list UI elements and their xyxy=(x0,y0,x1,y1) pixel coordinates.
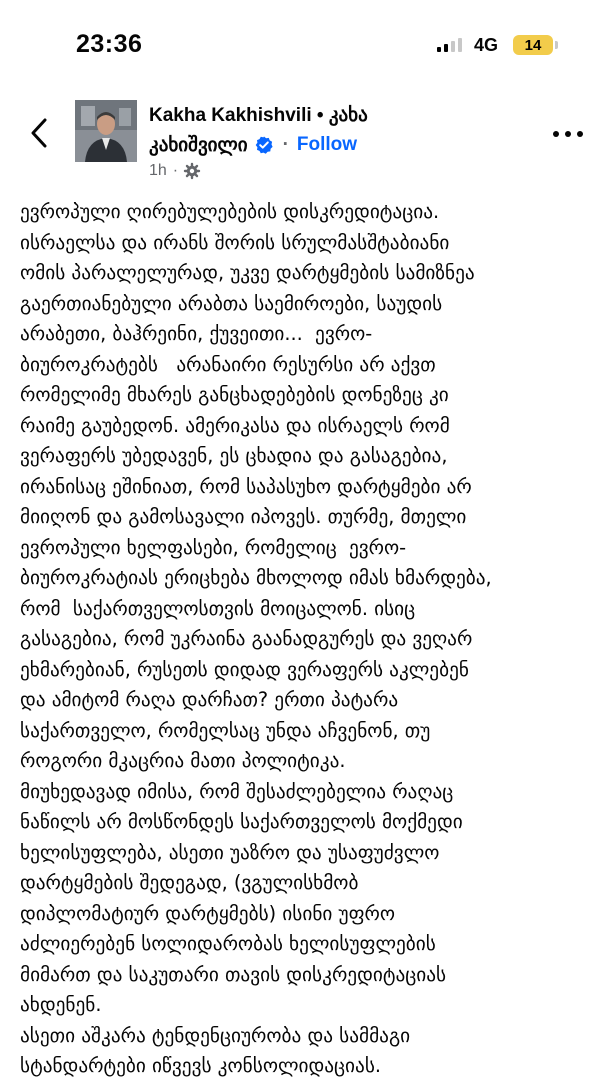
post-text-line: და ამიტომ რაღა დარჩათ? ერთი პატარა xyxy=(20,688,399,711)
chevron-left-icon xyxy=(29,118,49,148)
more-dot-icon xyxy=(565,131,571,137)
meta-separator: · xyxy=(172,162,179,179)
cellular-signal-icon xyxy=(437,38,462,52)
network-type: 4G xyxy=(474,35,499,55)
post-text-line: დიპლომატიურ დარტყმებს) ისინი უფრო xyxy=(20,901,396,925)
more-options-button[interactable] xyxy=(553,126,583,142)
post-text-line: ხელისუფლება, ასეთი უაზრო და უსაფუძვლო xyxy=(20,840,440,864)
post-text-line: ისრაელსა და ირანს შორის სრულმასშტაბიანი xyxy=(20,230,450,254)
post-time[interactable]: 1h xyxy=(149,162,167,179)
post-text-line: რომელიმე მხარეს განცხადებების დონეზეც კი xyxy=(20,383,449,406)
verified-badge-icon xyxy=(255,136,273,154)
post-text-line: საქართველო, რომელსაც უნდა აჩვენონ, თუ xyxy=(20,718,431,742)
post-text-line: ირანისაც ეშინიათ, რომ საპასუხო დარტყმები არ xyxy=(20,474,472,498)
author-name[interactable]: Kakha Kakhishvili • კახა xyxy=(149,105,368,126)
header-separator: · xyxy=(282,134,289,155)
post-text-line: ბიუროკრატიას ერიცხება მხოლოდ იმას ხმარდება, xyxy=(20,566,492,589)
avatar[interactable] xyxy=(75,100,137,162)
battery-icon xyxy=(513,35,553,55)
back-button[interactable] xyxy=(22,116,56,150)
post-text-line: ასეთი აშკარა ტენდენციურობა და სამმაგი xyxy=(20,1023,411,1047)
post-text-line: ბიუროკრატებს არანაირი რესურსი არ აქვთ xyxy=(20,352,436,376)
post-meta xyxy=(149,162,200,180)
profile-photo xyxy=(75,100,137,162)
post-text-line: როგორი მკაცრია მათი პოლიტიკა. xyxy=(20,749,346,772)
status-time: 23:36 xyxy=(76,30,143,58)
post-text-line: ომის პარალელურად, უკვე დარტყმების სამიზნეა xyxy=(20,261,475,284)
follow-button[interactable]: Follow xyxy=(296,134,358,155)
post-text-line: დარტყმების შედეგად, (ვგულისხმობ xyxy=(20,871,359,894)
post-text-line: გაერთიანებული არაბთა საემიროები, საუდის xyxy=(20,291,443,315)
battery-tip xyxy=(555,41,558,49)
author-name-continued[interactable]: კახიშვილი xyxy=(149,134,248,156)
post-text-line: ნაწილს არ მოსწონდეს საქართველოს მოქმედი xyxy=(20,810,463,833)
post-text-line: ვერაფერს უბედავენ, ეს ცხადია და გასაგებია, xyxy=(20,444,448,467)
privacy-settings-icon[interactable] xyxy=(184,163,200,179)
author-name-line2-row xyxy=(149,130,357,160)
post-text-line: ევროპული ღირებულებების დისკრედიტაცია. xyxy=(20,200,440,223)
post-text-line: სტანდარტები იწვევს კონსოლიდაციას. xyxy=(20,1054,382,1077)
post-text-line: არაბეთი, ბაჰრეინი, ქუვეითი... ევრო- xyxy=(20,322,373,345)
more-dot-icon xyxy=(577,131,583,137)
battery-level: 14 xyxy=(524,36,542,54)
post-text-line: რაიმე გაუბედონ. ამერიკასა და ისრაელს რომ xyxy=(20,413,450,437)
post-text-line: ეხმარებიან, რუსეთს დიდად ვერაფერს აკლებენ xyxy=(20,657,469,681)
more-dot-icon xyxy=(553,131,559,137)
post-text xyxy=(20,197,590,1082)
post-text-line: მიუხედავად იმისა, რომ შესაძლებელია რაღაც xyxy=(20,779,454,803)
post-text-line: რომ საქართველოსთვის მოიცალონ. ისიც xyxy=(20,596,416,620)
post-text-line: გასაგებია, რომ უკრაინა გაანადგურეს და ვეღარ xyxy=(20,627,473,650)
post-text-line: ევროპული ხელფასები, რომელიც ევრო- xyxy=(20,535,407,559)
post-text-line: ახდენენ. xyxy=(20,993,102,1016)
status-bar xyxy=(0,0,607,80)
post-text-line: აძლიერებენ სოლიდარობას ხელისუფლების xyxy=(20,932,436,955)
post-text-line: მიიღონ და გამოსავალი იპოვეს. თურმე, მთელი xyxy=(20,505,467,528)
post-text-line: მიმართ და საკუთარი თავის დისკრედიტაციას xyxy=(20,962,447,986)
